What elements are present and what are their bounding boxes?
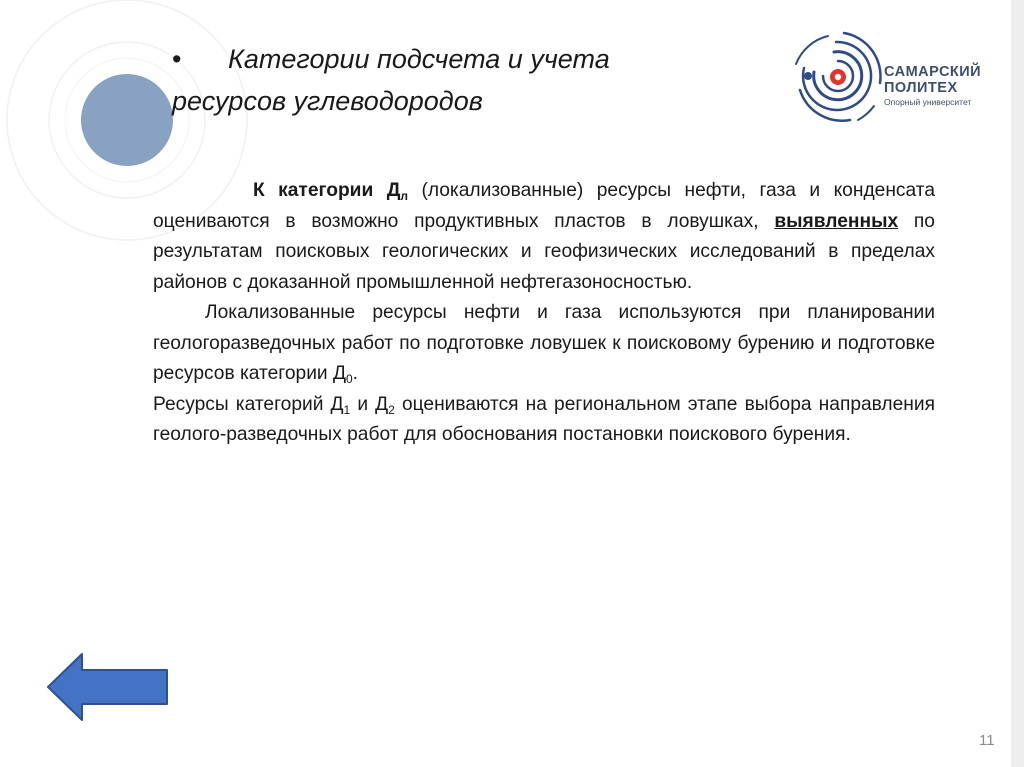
left-arrow-icon[interactable]: [46, 652, 170, 722]
paragraph-2-subscript: 0: [345, 372, 353, 386]
paragraph-1: [153, 176, 935, 298]
decorative-circle: [81, 74, 173, 166]
slide-title: [172, 38, 692, 122]
logo-emblem-icon: [788, 28, 888, 128]
paragraph-1-text-b: по результатам поисковых геологических и геофизических исследований в пределах районов с доказанной промышленной нефтегазоносностью.: [153, 210, 935, 293]
paragraph-1-text-a: (локализованные) ресурсы нефти, газа и конденсата оцениваются в возможно продуктивных пластов в ловушках,: [153, 180, 935, 232]
logo-line-1: САМАРСКИЙ: [884, 64, 982, 80]
title-line-2: ресурсов углеводородов: [172, 86, 483, 116]
university-logo: [788, 28, 993, 128]
paragraph-3-text-c: оцениваются на региональном этапе выбора направления геолого-разведочных работ для обоснования постановки поискового бурения.: [153, 393, 935, 445]
logo-line-2: ПОЛИТЕХ: [884, 80, 958, 96]
back-button[interactable]: [46, 652, 170, 722]
logo-line-3: Опорный университет: [884, 97, 972, 107]
paragraph-2-text: Локализованные ресурсы нефти и газа используются при планировании геологоразведочных работ по подготовке ловушек к поисковому бурению и подготовке ресурсов категории Д: [153, 302, 935, 384]
paragraph-1-lead: К категории Д: [253, 180, 401, 201]
paragraph-3: [153, 390, 935, 451]
paragraph-3-text-a: Ресурсы категорий Д: [153, 393, 344, 415]
page-number: 11: [979, 732, 995, 749]
right-edge-strip: [1011, 0, 1024, 767]
slide-body: [153, 176, 935, 451]
paragraph-2: [153, 298, 935, 390]
paragraph-1-underlined: выявленных: [774, 210, 899, 232]
title-line-1: Категории подсчета и учета: [228, 44, 610, 74]
paragraph-3-subscript-2: 2: [388, 402, 395, 417]
paragraph-2-end: .: [352, 363, 359, 384]
paragraph-3-text-b: и Д: [350, 393, 389, 415]
logo-text: [884, 64, 981, 109]
paragraph-1-lead-subscript: л: [400, 189, 409, 203]
title-bullet: •: [172, 44, 182, 74]
paragraph-3-subscript-1: 1: [343, 402, 351, 417]
